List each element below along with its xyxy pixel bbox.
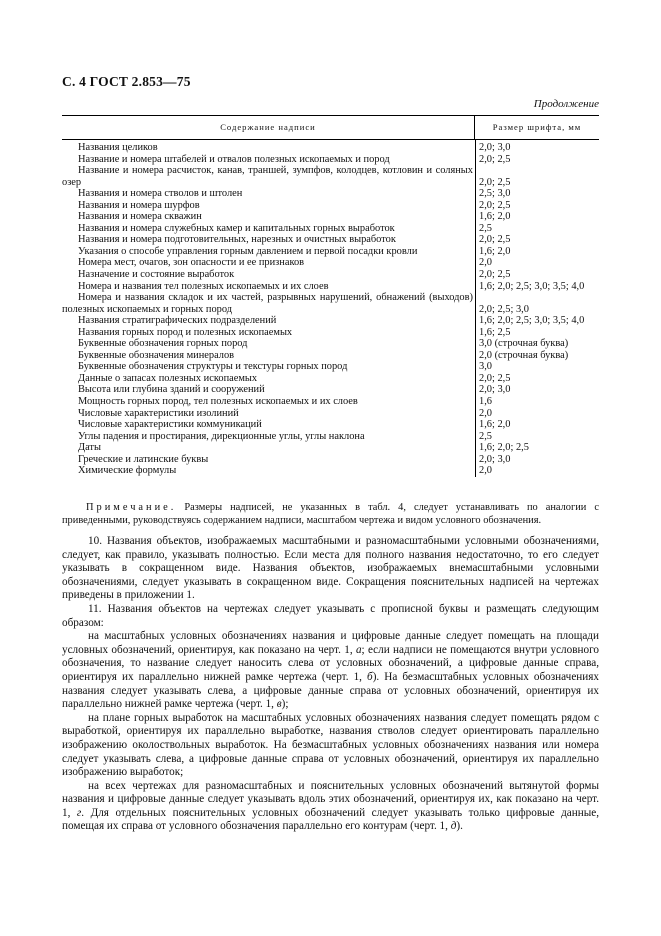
text-run: ); [281, 698, 289, 711]
table-row [62, 431, 599, 443]
row-content: Греческие и латинские буквы [78, 453, 209, 465]
row-content: Номера и названия складок и их частей, разрывных нарушений, обнажений (выходов) полезных ископаемых и горных пород [62, 292, 473, 315]
row-font-size: 3,0 [479, 361, 492, 373]
row-content: Буквенные обозначения структуры и текстуры горных пород [78, 361, 348, 373]
row-content: Названия стратиграфических подразделений [78, 315, 277, 327]
row-content: Числовые характеристики коммуникаций [78, 419, 262, 431]
table-row [62, 246, 599, 258]
text-run: ). На безмасштабных условных обозначениях названия следует указывать слева, а цифровые данные справа от условных обозначений, ориентируя их параллельно нижней рамке чертежа (черт. 1, [62, 670, 599, 711]
table-row [62, 188, 599, 200]
table-row [62, 234, 599, 246]
row-content: Названия целиков [78, 142, 158, 153]
row-content: Мощность горных пород, тел полезных ископаемых и их слоев [78, 396, 358, 408]
row-content: Химические формулы [78, 465, 177, 477]
row-content: Номера и названия тел полезных ископаемых и их слоев [78, 280, 329, 292]
row-font-size: 2,0; 2,5; 3,0 [479, 303, 529, 315]
continuation-label: Продолжение [533, 98, 599, 110]
table-row [62, 442, 599, 454]
row-content: Название и номера штабелей и отвалов полезных ископаемых и пород [78, 153, 390, 165]
row-font-size: 3,0 (строчная буква) [479, 338, 569, 350]
row-content: Названия и номера служебных камер и капитальных горных выработок [78, 222, 395, 234]
table-row [62, 211, 599, 223]
table-row [62, 165, 599, 188]
table-body [62, 140, 599, 477]
table-row [62, 408, 599, 420]
table-row [62, 315, 599, 327]
text-run: на масштабных условных обозначениях названия и цифровые данные следует помещать на площади условных обозначений, ориентируя, как показано на черт. 1, [62, 630, 599, 656]
row-font-size: 2,0 (строчная буква) [479, 349, 569, 361]
row-font-size: 1,6; 2,0 [479, 211, 511, 223]
page-title: С. 4 ГОСТ 2.853—75 [62, 74, 191, 89]
table-row [62, 396, 599, 408]
table-row [62, 154, 599, 166]
column-header-content: Содержание надписи [62, 116, 475, 139]
row-font-size: 2,0; 2,5 [479, 199, 511, 211]
row-content: Названия и номера подготовительных, нарезных и очистных выработок [78, 234, 396, 246]
table-row [62, 361, 599, 373]
table-row [62, 200, 599, 212]
row-font-size: 2,0; 3,0 [479, 453, 511, 465]
table-row [62, 257, 599, 269]
row-font-size: 1,6 [479, 396, 492, 408]
main-text [62, 535, 599, 834]
text-run: ). [456, 820, 463, 833]
table-row [62, 142, 599, 154]
row-content: Высота или глубина зданий и сооружений [78, 384, 265, 396]
table-row [62, 419, 599, 431]
row-font-size: 2,0; 2,5 [479, 176, 511, 188]
row-font-size: 1,6; 2,0 [479, 419, 511, 431]
row-font-size: 1,6; 2,0 [479, 245, 511, 257]
row-content: Назначение и состояние выработок [78, 269, 235, 281]
row-font-size: 1,6; 2,0; 2,5; 3,0; 3,5; 4,0 [479, 315, 585, 327]
row-font-size: 2,0; 2,5 [479, 372, 511, 384]
row-font-size: 2,0 [479, 257, 492, 269]
table-row [62, 384, 599, 396]
paragraph-11: 11. Названия объектов на чертежах следует указывать с прописной буквы и размещать следующим образом: [62, 602, 599, 629]
paragraph-11-c [62, 780, 599, 834]
row-content: Название и номера расчисток, канав, траншей, зумпфов, колодцев, котловин и соляных озер [62, 165, 473, 188]
drawing-marker: а [355, 643, 362, 656]
table-row [62, 281, 599, 293]
row-content: Числовые характеристики изолиний [78, 407, 239, 419]
row-font-size: 2,0; 3,0 [479, 142, 511, 153]
column-header-size: Размер шрифта, мм [492, 121, 582, 132]
row-font-size: 1,6; 2,0; 2,5 [479, 442, 529, 454]
paragraph-11-a [62, 630, 599, 712]
row-font-size: 2,0; 2,5 [479, 153, 511, 165]
table-row [62, 454, 599, 466]
text-run: . Для отдельных пояснительных условных обозначений следует указывать только цифровые данные, помещая их справа от условного обозначения параллельно его контурам (черт. 1, [62, 806, 600, 833]
table-row [62, 350, 599, 362]
table-row [62, 338, 599, 350]
table-row [62, 269, 599, 281]
table-row [62, 465, 599, 477]
row-font-size: 2,0; 2,5 [479, 234, 511, 246]
row-font-size: 2,0 [479, 407, 492, 419]
note-text: Размеры надписей, не указанных в табл. 4, следует устанавливать по аналогии с приведенными, руководствуясь содержанием надписи, масштабом чертежа и видом условного обозначения. [62, 502, 599, 526]
row-font-size: 2,0 [479, 465, 492, 477]
row-content: Номера мест, очагов, зон опасности и ее признаков [78, 257, 305, 269]
paragraph-10: 10. Названия объектов, изображаемых масштабными и разномасштабными условными обозначениями, следует, как правило, указывать полностью. Если места для полного названия недостаточно, то его следует указывать в сокращенном виде. Названия объектов, изображаемых внемасштабными условными обозначениями, следует указывать в сокращенном виде. Сокращения пояснительных надписей на чертежах приведены в приложении 1. [62, 535, 599, 602]
row-content: Названия и номера скважин [78, 211, 202, 223]
table-note [62, 501, 599, 527]
table-row [62, 327, 599, 339]
table-row [62, 373, 599, 385]
row-font-size: 1,6; 2,0; 2,5; 3,0; 3,5; 4,0 [479, 280, 585, 292]
note-label: Примечание. [86, 502, 177, 513]
row-content: Буквенные обозначения горных пород [78, 338, 248, 350]
row-content: Указания о способе управления горным давлением и первой посадки кровли [78, 245, 418, 257]
text-run: ; если надписи не помещаются внутри условного обозначения, то название следует наносить слева от условных обозначений, а цифровые данные справа, ориентируя их параллельно нижней рамке чертежа (черт. 1, [62, 643, 599, 683]
row-font-size: 2,5 [479, 222, 492, 234]
row-content: Названия и номера шурфов [78, 199, 200, 211]
drawing-marker: г [76, 806, 82, 819]
drawing-marker: в [276, 698, 282, 711]
row-content: Даты [78, 442, 101, 454]
drawing-marker: б [367, 670, 373, 683]
row-font-size: 2,5 [479, 430, 492, 442]
row-content: Углы падения и простирания, дирекционные углы, углы наклона [78, 430, 365, 442]
row-content: Буквенные обозначения минералов [78, 349, 235, 361]
row-font-size: 2,0; 2,5 [479, 269, 511, 281]
row-font-size: 2,0; 3,0 [479, 384, 511, 396]
table-row [62, 223, 599, 235]
row-font-size: 2,5; 3,0 [479, 188, 511, 200]
text-run: на всех чертежах для разномасштабных и пояснительных условных обозначений вытянутой формы названия и цифровые данные следует указывать вдоль этих обозначений, ориентируя их, как показано на черт. 1, [62, 779, 599, 819]
font-size-table [62, 115, 599, 477]
row-content: Данные о запасах полезных ископаемых [78, 372, 258, 384]
paragraph-11-b: на плане горных выработок на масштабных условных обозначениях названия следует помещать рядом с выработкой, ориентируя их параллельно выработке, названия стволов следует ориентировать параллельно изображению околоствольных выработок. На безмасштабных условных обозначениях названия или номера следует указывать слева, а цифровые данные справа от условных обозначений, ориентируя их параллельно изображению выработок; [62, 711, 599, 779]
table-row [62, 292, 599, 315]
row-content: Названия и номера стволов и штолен [78, 188, 243, 200]
row-font-size: 1,6; 2,5 [479, 326, 511, 338]
drawing-marker: д [450, 820, 457, 833]
row-content: Названия горных пород и полезных ископаемых [78, 326, 293, 338]
table-header [62, 115, 599, 140]
